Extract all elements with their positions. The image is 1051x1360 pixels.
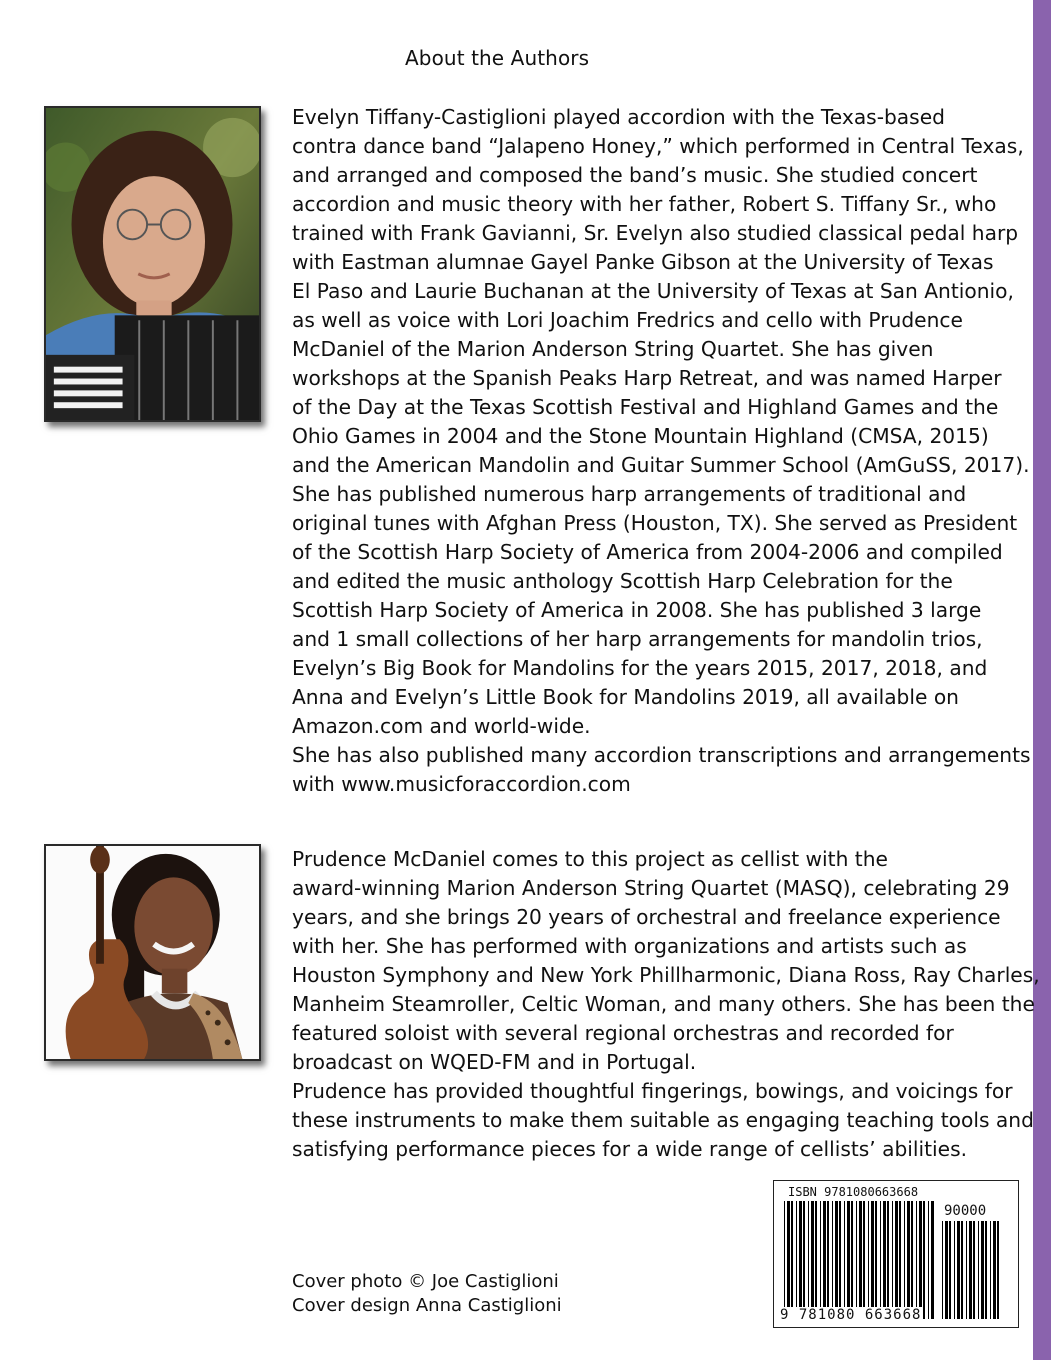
bio-line: award-winning Marion Anderson String Quartet (MASQ), celebrating 29 (292, 876, 1010, 900)
bio-line: Evelyn Tiffany-Castiglioni played accordion with the Texas-based (292, 105, 945, 129)
author-photo-prudence (44, 844, 261, 1061)
author-bio-evelyn (292, 103, 1031, 799)
price-barcode-bars-icon (942, 1221, 1002, 1319)
bio-line: with Eastman alumnae Gayel Panke Gibson at the University of Texas (292, 250, 994, 274)
bio-line: Scottish Harp Society of America in 2008. She has published 3 large (292, 598, 982, 622)
cover-design-credit: Cover design Anna Castiglioni (292, 1295, 562, 1316)
bio-line: Prudence McDaniel comes to this project as cellist with the (292, 847, 888, 871)
cover-credits (292, 1270, 562, 1318)
author-bio-prudence (292, 845, 1040, 1164)
page-heading: About the Authors (405, 46, 590, 70)
bio-line: and edited the music anthology Scottish Harp Celebration for the (292, 569, 953, 593)
barcode-digits: 9 781080 663668 (780, 1307, 922, 1323)
bio-line: of the Day at the Texas Scottish Festival and Highland Games and the (292, 395, 999, 419)
bio-line: years, and she brings 20 years of orchestral and freelance experience (292, 905, 1001, 929)
bio-line: and arranged and composed the band’s music. She studied concert (292, 163, 978, 187)
bio-line: trained with Frank Gavianni, Sr. Evelyn also studied classical pedal harp (292, 221, 1019, 245)
bio-line: satisfying performance pieces for a wide range of cellists’ abilities. (292, 1137, 968, 1161)
isbn-label: ISBN 9781080663668 (788, 1185, 919, 1199)
bio-line: Ohio Games in 2004 and the Stone Mountain Highland (CMSA, 2015) (292, 424, 989, 448)
bio-line: She has also published many accordion transcriptions and arrangements (292, 743, 1031, 767)
bio-line: Amazon.com and world-wide. (292, 714, 591, 738)
bio-line: and 1 small collections of her harp arrangements for mandolin trios, (292, 627, 983, 651)
bio-line: McDaniel of the Marion Anderson String Quartet. She has given (292, 337, 934, 361)
bio-line: She has published numerous harp arrangements of traditional and (292, 482, 967, 506)
portrait-cello-icon (46, 846, 259, 1059)
barcode-bars-icon (784, 1201, 934, 1319)
bio-line: of the Scottish Harp Society of America from 2004-2006 and compiled (292, 540, 1003, 564)
bio-line: broadcast on WQED-FM and in Portugal. (292, 1050, 697, 1074)
bio-line: as well as voice with Lori Joachim Fredrics and cello with Prudence (292, 308, 963, 332)
price-code: 90000 (944, 1203, 987, 1219)
bio-line: Anna and Evelyn’s Little Book for Mandolins 2019, all available on (292, 685, 959, 709)
bio-line: original tunes with Afghan Press (Houston, TX). She served as President (292, 511, 1018, 535)
bio-line: featured soloist with several regional orchestras and recorded for (292, 1021, 954, 1045)
bio-line: El Paso and Laurie Buchanan at the University of Texas at San Antionio, (292, 279, 1014, 303)
bio-line: with her. She has performed with organizations and artists such as (292, 934, 967, 958)
bio-line: contra dance band “Jalapeno Honey,” which performed in Central Texas, (292, 134, 1024, 158)
bio-line: with www.musicforaccordion.com (292, 772, 631, 796)
bio-line: these instruments to make them suitable as engaging teaching tools and (292, 1108, 1034, 1132)
bio-line: workshops at the Spanish Peaks Harp Retreat, and was named Harper (292, 366, 1002, 390)
cover-photo-credit: Cover photo © Joe Castiglioni (292, 1271, 559, 1292)
portrait-accordion-icon (46, 108, 259, 420)
bio-line: Evelyn’s Big Book for Mandolins for the years 2015, 2017, 2018, and (292, 656, 988, 680)
bio-line: Prudence has provided thoughtful fingerings, bowings, and voicings for (292, 1079, 1013, 1103)
author-photo-evelyn (44, 106, 261, 422)
bio-line: and the American Mandolin and Guitar Summer School (AmGuSS, 2017). (292, 453, 1030, 477)
bio-line: Houston Symphony and New York Phillharmonic, Diana Ross, Ray Charles, (292, 963, 1040, 987)
isbn-barcode (773, 1180, 1019, 1328)
bio-line: accordion and music theory with her father, Robert S. Tiffany Sr., who (292, 192, 997, 216)
bio-line: Manheim Steamroller, Celtic Woman, and many others. She has been the (292, 992, 1035, 1016)
